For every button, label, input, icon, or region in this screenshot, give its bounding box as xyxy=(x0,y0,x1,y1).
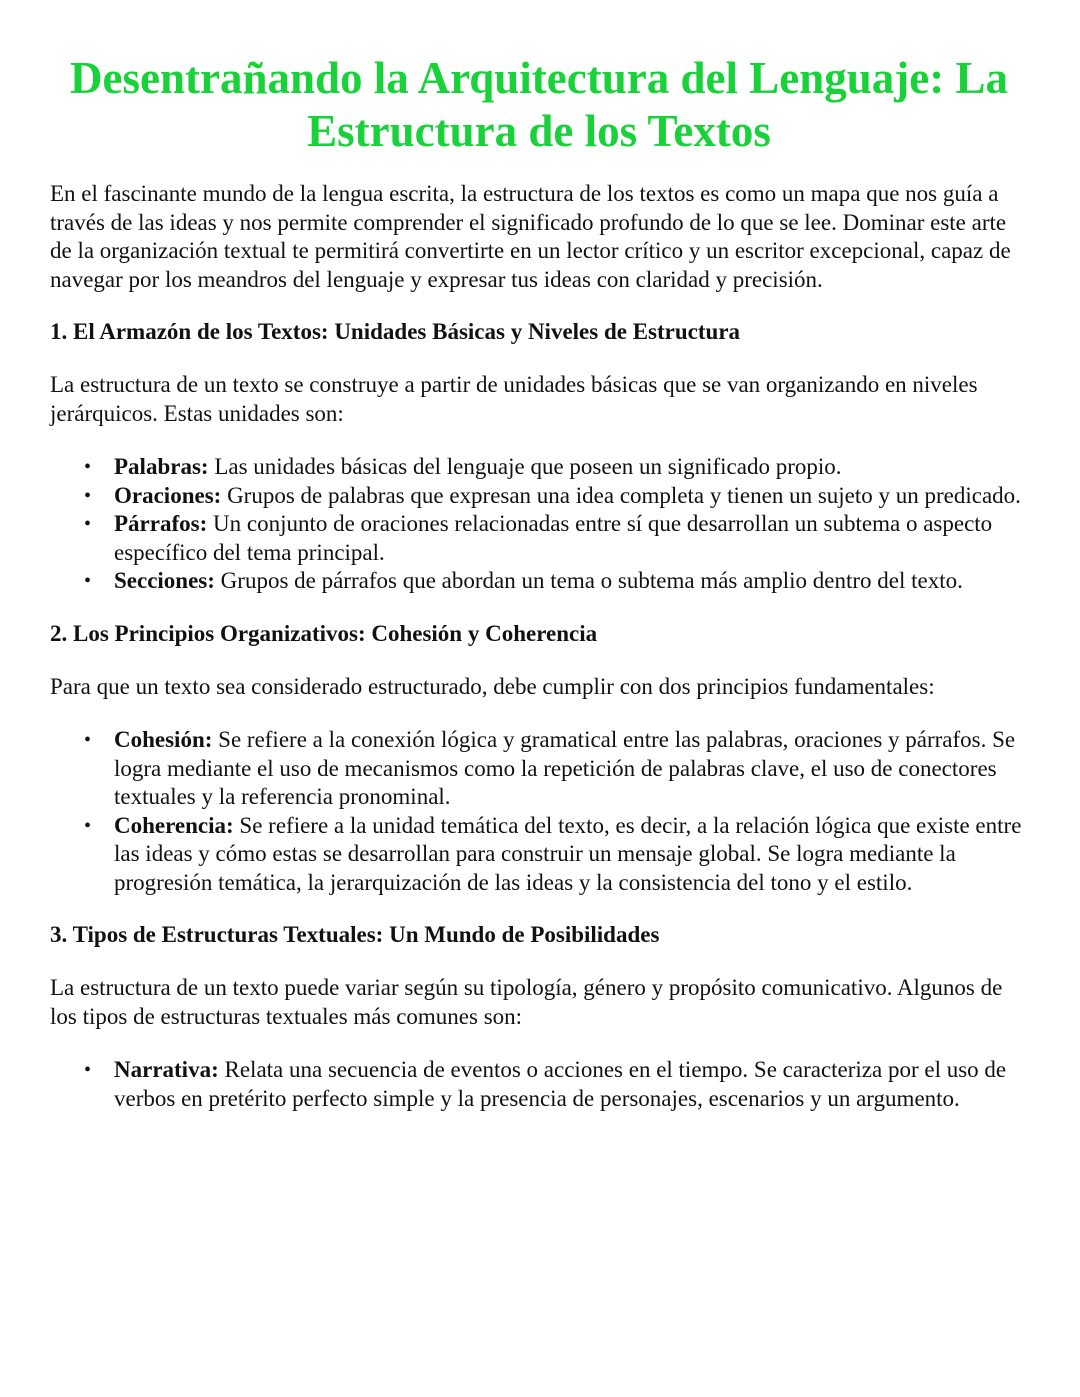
item-text: Se refiere a la unidad temática del texto, es decir, a la relación lógica que existe entre las ideas y cómo estas se desarrollan para construir un mensaje global. Se logra mediante la progresión temática, la jerarquización de las ideas y la consistencia del tono y el estilo. xyxy=(114,812,1022,895)
list-item xyxy=(84,1056,1028,1113)
section-heading: 2. Los Principios Organizativos: Cohesión y Coherencia xyxy=(50,620,598,646)
list-item xyxy=(84,453,1028,482)
bullet-icon: • xyxy=(84,729,92,751)
item-text: Se refiere a la conexión lógica y gramatical entre las palabras, oraciones y párrafos. Se logra mediante el uso de mecanismos como la repetición de palabras clave, el uso de conectores textuales y la referencia pronominal. xyxy=(114,727,1016,809)
bullet-icon: • xyxy=(84,456,92,478)
item-text: Un conjunto de oraciones relacionadas entre sí que desarrollan un subtema o aspecto específico del tema principal. xyxy=(114,511,993,565)
item-term: Narrativa: xyxy=(114,1057,219,1082)
bullet-icon: • xyxy=(84,1059,92,1081)
bullet-icon: • xyxy=(84,570,92,592)
item-term: Coherencia: xyxy=(114,812,234,838)
list-item xyxy=(84,567,1028,596)
item-text: Las unidades básicas del lenguaje que poseen un significado propio. xyxy=(208,454,842,479)
item-term: Oraciones: xyxy=(114,482,222,508)
intro-paragraph: En el fascinante mundo de la lengua escrita, la estructura de los textos es como un mapa que nos guía a través de las ideas y nos permite comprender el significado profundo de lo que se lee. Dominar este arte de la organización textual te permitirá convertirte en un lector crítico y un escritor excepcional, capaz de navegar por los meandros del lenguaje y expresar tus ideas con claridad y precisión. xyxy=(50,181,1011,292)
item-text: Grupos de párrafos que abordan un tema o subtema más amplio dentro del texto. xyxy=(214,568,963,593)
list-item xyxy=(84,510,1028,567)
list-item xyxy=(84,482,1028,511)
bullet-list xyxy=(50,453,1028,596)
list-item xyxy=(84,726,1028,812)
document-title: Desentrañando la Arquitectura del Lenguaje: La Estructura de los Textos xyxy=(70,53,1008,156)
bullet-icon: • xyxy=(84,484,92,507)
bullet-list xyxy=(50,726,1028,897)
bullet-list xyxy=(50,1056,1028,1113)
section-heading: 3. Tipos de Estructuras Textuales: Un Mundo de Posibilidades xyxy=(50,922,660,947)
item-term: Cohesión: xyxy=(114,727,213,752)
bullet-icon: • xyxy=(84,814,92,837)
section-lead: La estructura de un texto puede variar según su tipología, género y propósito comunicativo. Algunos de los tipos de estructuras textuales más comunes son: xyxy=(50,975,1003,1029)
section-lead: La estructura de un texto se construye a partir de unidades básicas que se van organizando en niveles jerárquicos. Estas unidades son: xyxy=(50,372,978,426)
bullet-icon: • xyxy=(84,513,92,535)
item-text: Grupos de palabras que expresan una idea completa y tienen un sujeto y un predicado. xyxy=(221,482,1021,508)
item-text: Relata una secuencia de eventos o acciones en el tiempo. Se caracteriza por el uso de verbos en pretérito perfecto simple y la presencia de personajes, escenarios y un argumento. xyxy=(114,1057,1007,1111)
item-term: Párrafos: xyxy=(114,511,208,536)
section-heading: 1. El Armazón de los Textos: Unidades Básicas y Niveles de Estructura xyxy=(50,319,741,344)
list-item xyxy=(84,812,1028,898)
section-lead: Para que un texto sea considerado estructurado, debe cumplir con dos principios fundamentales: xyxy=(50,673,935,699)
item-term: Palabras: xyxy=(114,454,209,479)
item-term: Secciones: xyxy=(114,568,215,593)
